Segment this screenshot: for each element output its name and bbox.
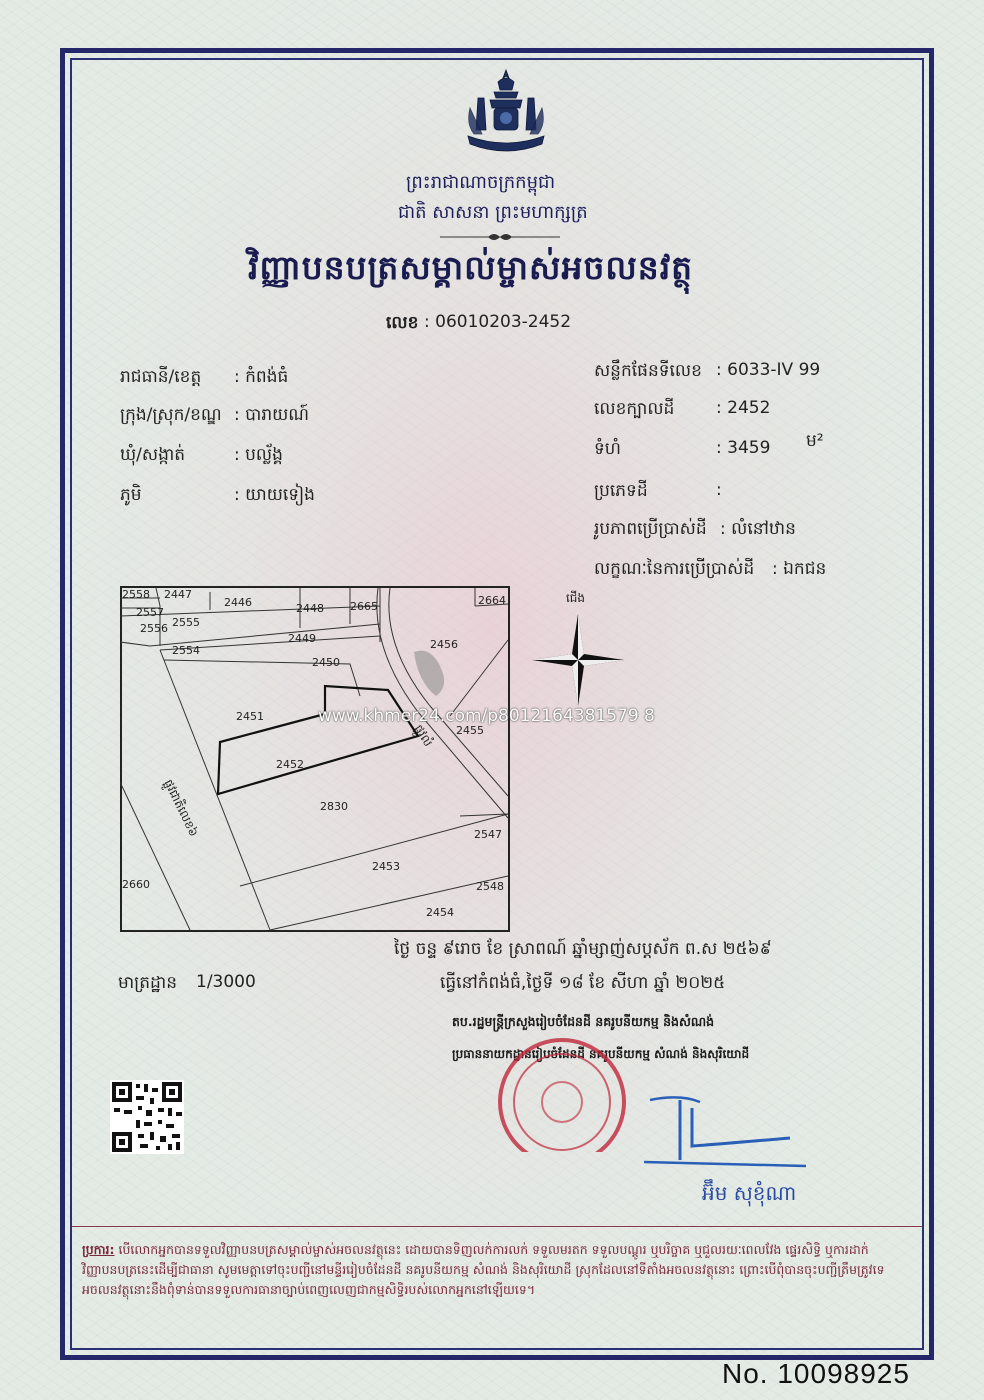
province-label: រាជធានី/ខេត្ត [120,367,202,387]
land-use-value: : លំនៅឋាន [720,519,796,539]
land-use-label: រូបភាពប្រើប្រាស់ដី [594,519,707,539]
parcel-label: 2451 [236,710,264,723]
map-sheet-label: សន្លឹកផែនទីលេខ [594,361,702,381]
watermark-text: www.khmer24.com/p8012164381579 8 [318,706,655,726]
national-road-label: ផ្លូវជាតិលេខ៦ [161,777,201,839]
certificate-number-value: : 06010203-2452 [424,312,572,332]
cadastral-map [120,586,510,932]
parcel-label: 2664 [478,594,506,607]
parcel-label: 2554 [172,644,200,657]
district-label: ក្រុង/ស្រុក/ខណ្ឌ [120,405,222,425]
notes-paragraph [82,1240,914,1300]
parcel-number-value: : 2452 [716,398,771,418]
map-sheet-value: : 6033-IV 99 [716,360,821,380]
parcel-label: 2555 [172,616,200,629]
local-road-label: ផ្លូវលំ [411,722,436,749]
district-value: : បារាយណ៍ [234,405,310,425]
parcel-label: 2453 [372,860,400,873]
notes-label: ប្រការ: [82,1242,115,1257]
parcel-label: 2452 [276,758,304,771]
scale-value: 1/3000 [196,972,256,992]
use-character-value: : ឯកជន [772,559,827,579]
parcel-label: 2449 [288,632,316,645]
commune-label: ឃុំ/សង្កាត់ [120,445,186,465]
notes-body: បើលោកអ្នកបានទទួលវិញ្ញាបនបត្រសម្គាល់ម្ចាស់អចលនវត្ថុនេះ ដោយបានទិញលក់ការលក់ ទទួលមរតក ទទួលបណ្តូរ ឬបរិច្ចាគ ឬជួលរយៈពេលវែង ផ្ទេរសិទ្ធិ ឬការដាក់វិញ្ញាបនបត្រនេះដើម្បីជាធានា សូមមេត្តាទៅចុះបញ្ជីនៅមន្ទីររៀបចំដែនដី នគរូបនីយកម្ម សំណង់ និងសុរិយោដី ស្រុកដែលនៅទីតាំងអចលនវត្ថុនោះ ព្រោះបើពុំបានចុះបញ្ជីត្រឹមត្រូវទេ អចលនវត្ថុនោះនឹងពុំទាន់បានទទួលការធានាច្បាប់ពេញលេញជាកម្មសិទ្ធិរបស់លោកអ្នកនៅឡើយទេ។ [82,1242,885,1297]
area-label: ទំហំ [594,439,621,459]
village-label: ភូមិ [120,485,142,505]
royal-emblem-icon [460,68,552,160]
parcel-label: 2665 [350,600,378,613]
village-value: : យាយទៀង [234,485,315,505]
parcel-label: 2557 [136,606,164,619]
signature-scribble-icon [640,1090,810,1170]
kingdom-heading: ព្រះរាជាណាចក្រកម្ពុជា [406,172,556,193]
qr-code-icon [110,1080,184,1154]
parcel-label: 2446 [224,596,252,609]
parcel-label: 2660 [122,878,150,891]
scale-label: មាត្រដ្ឋាន [118,973,178,993]
position-title: ប្រធាននាយកដ្ឋានរៀបចំដែនដី នគរូបនីយកម្ម សំណង់ និងសុរិយោដី [452,1047,750,1061]
parcel-label: 2830 [320,800,348,813]
ornament-divider-icon [440,230,560,244]
parcel-label: 2556 [140,622,168,635]
land-type-label: ប្រភេទដី [594,481,648,501]
certificate-title: វិញ្ញាបនបត្រសម្គាល់ម្ចាស់អចលនវត្ថុ [248,248,694,287]
parcel-label: 2455 [456,724,484,737]
area-unit: ម² [806,431,824,451]
use-character-label: លក្ខណៈនៃការប្រើប្រាស់ដី [594,559,755,579]
parcel-label: 2558 [122,588,150,601]
compass-rose-icon [530,612,626,708]
parcel-label: 2447 [164,588,192,601]
parcel-label: 2547 [474,828,502,841]
parcel-label: 2450 [312,656,340,669]
commune-value: : បល្ល័ង្គ [234,445,283,465]
on-behalf-text: តប.រដ្ឋមន្ត្រីក្រសួងរៀបចំដែនដី នគរូបនីយកម្ម និងសំណង់ [452,1014,715,1029]
land-type-value: : [716,480,722,500]
certificate-number-label: លេខ [386,313,419,333]
parcel-number-label: លេខក្បាលដី [594,399,675,419]
lunar-date: ថ្ងៃ ចន្ទ ៩រោច ខែ ស្រាពណ៍ ឆ្នាំម្សាញ់សប្តស័ក ព.ស ២៥៦៩ [394,939,772,959]
north-label: ជើង [566,591,586,605]
parcel-label: 2548 [476,880,504,893]
national-motto: ជាតិ សាសនា ព្រះមហាក្សត្រ [398,202,588,223]
parcel-label: 2454 [426,906,454,919]
parcel-label: 2456 [430,638,458,651]
area-value: : 3459 [716,438,771,458]
parcel-label: 2448 [296,602,324,615]
solar-date: ធ្វើនៅកំពង់ធំ,ថ្ងៃទី ១៨ ខែ សីហា ឆ្នាំ ២០២៥ [440,973,726,993]
official-seal-icon [482,1032,642,1152]
province-value: : កំពង់ធំ [234,367,289,387]
signer-name: អ៊ឹម សុខុំណា [702,1181,797,1205]
serial-number: No. 10098925 [722,1358,910,1389]
